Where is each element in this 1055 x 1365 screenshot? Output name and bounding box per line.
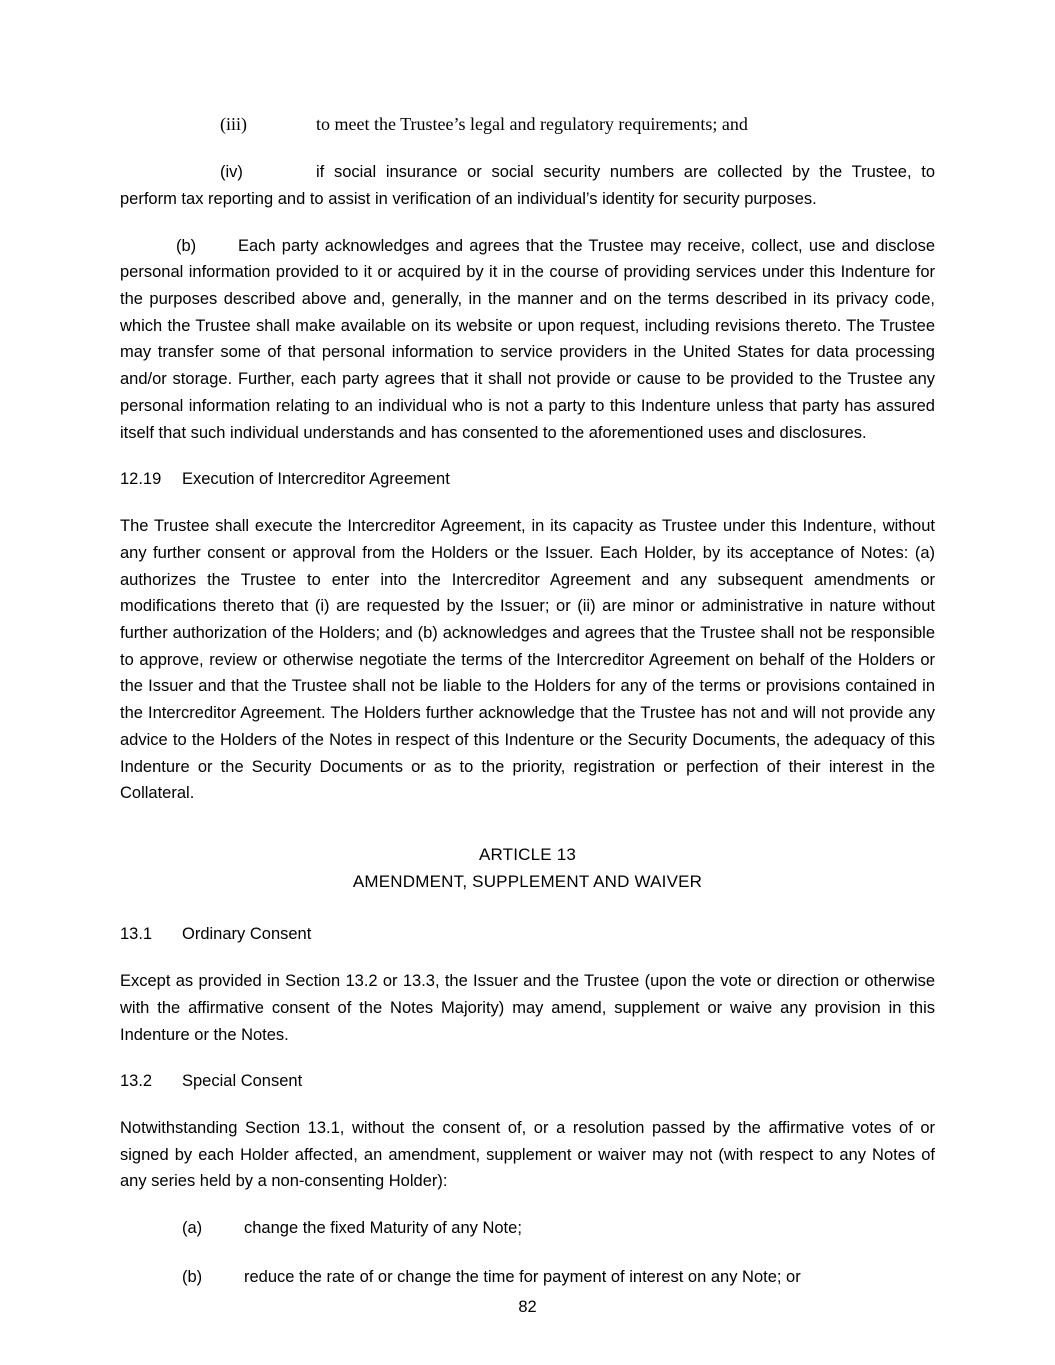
document-body	[120, 110, 935, 1291]
clause-iii	[120, 110, 935, 139]
heading-12-19	[120, 466, 935, 493]
clause-b-label: (b)	[176, 236, 197, 255]
list-item-a-label: (a)	[182, 1219, 203, 1238]
list-item	[120, 1215, 935, 1242]
clause-iv-text: if social insurance or social security numbers are collected by the Trustee, to perform tax reporting and to assist in verification of an individual’s identity for security purposes.	[120, 163, 935, 208]
heading-13-1-title: Ordinary Consent	[182, 925, 312, 944]
heading-13-1-number: 13.1	[120, 925, 153, 944]
list-item	[120, 1264, 935, 1291]
clause-iii-label: (iii)	[220, 114, 247, 134]
heading-12-19-number: 12.19	[120, 470, 162, 489]
article-name: AMENDMENT, SUPPLEMENT AND WAIVER	[352, 872, 703, 892]
list-item-a-text: change the fixed Maturity of any Note;	[244, 1219, 522, 1238]
clause-b	[120, 233, 935, 447]
heading-13-2-number: 13.2	[120, 1072, 153, 1091]
paragraph-12-19: The Trustee shall execute the Intercreditor Agreement, in its capacity as Trustee under this Indenture, without any further consent or approval from the Holders or the Issuer. Each Holder, by its acceptance of Notes: (a) authorizes the Trustee to enter into the Intercreditor Agreement and any subsequent amendments or modifications thereto that (i) are requested by the Issuer; or (ii) are minor or administrative in nature without further authorization of the Holders; and (b) acknowledges and agrees that the Trustee shall not be responsible to approve, review or otherwise negotiate the terms of the Intercreditor Agreement on behalf of the Holders or the Issuer and that the Trustee shall not be liable to the Holders for any of the terms or provisions contained in the Intercreditor Agreement. The Holders further acknowledge that the Trustee has not and will not provide any advice to the Holders of the Notes in respect of this Indenture or the Security Documents, the adequacy of this Indenture or the Security Documents or as to the priority, registration or perfection of their interest in the Collateral.	[120, 517, 935, 803]
heading-13-1	[120, 921, 935, 948]
clause-iv-label: (iv)	[220, 163, 243, 182]
list-item-b-text: reduce the rate of or change the time for payment of interest on any Note; or	[244, 1267, 801, 1286]
page-number: 82	[518, 1298, 537, 1316]
list-item-b-label: (b)	[182, 1267, 203, 1286]
heading-13-2-title: Special Consent	[182, 1072, 303, 1091]
paragraph-13-2: Notwithstanding Section 13.1, without the consent of, or a resolution passed by the affirmative votes of or signed by each Holder affected, an amendment, supplement or waiver may not (with respect to any Notes of any series held by a non-consenting Holder):	[120, 1118, 935, 1191]
heading-12-19-title: Execution of Intercreditor Agreement	[182, 470, 450, 489]
article-title-block	[120, 841, 935, 895]
paragraph-13-1: Except as provided in Section 13.2 or 13.3, the Issuer and the Trustee (upon the vote or direction or otherwise with the affirmative consent of the Notes Majority) may amend, supplement or waive any provision in this Indenture or the Notes.	[120, 972, 935, 1044]
heading-13-2	[120, 1068, 935, 1095]
article-number: ARTICLE 13	[478, 844, 577, 864]
clause-iii-text: to meet the Trustee’s legal and regulatory requirements; and	[316, 114, 748, 134]
clause-iv	[120, 159, 935, 212]
clause-b-text: Each party acknowledges and agrees that the Trustee may receive, collect, use and disclose personal information provided to it or acquired by it in the course of providing services under this Indenture for the purposes described above and, generally, in the manner and on the terms described in its privacy code, which the Trustee shall make available on its website or upon request, including revisions thereto. The Trustee may transfer some of that personal information to service providers in the United States for data processing and/or storage. Further, each party agrees that it shall not provide or cause to be provided to the Trustee any personal information relating to an individual who is not a party to this Indenture unless that party has assured itself that such individual understands and has consented to the aforementioned uses and disclosures.	[120, 236, 935, 442]
